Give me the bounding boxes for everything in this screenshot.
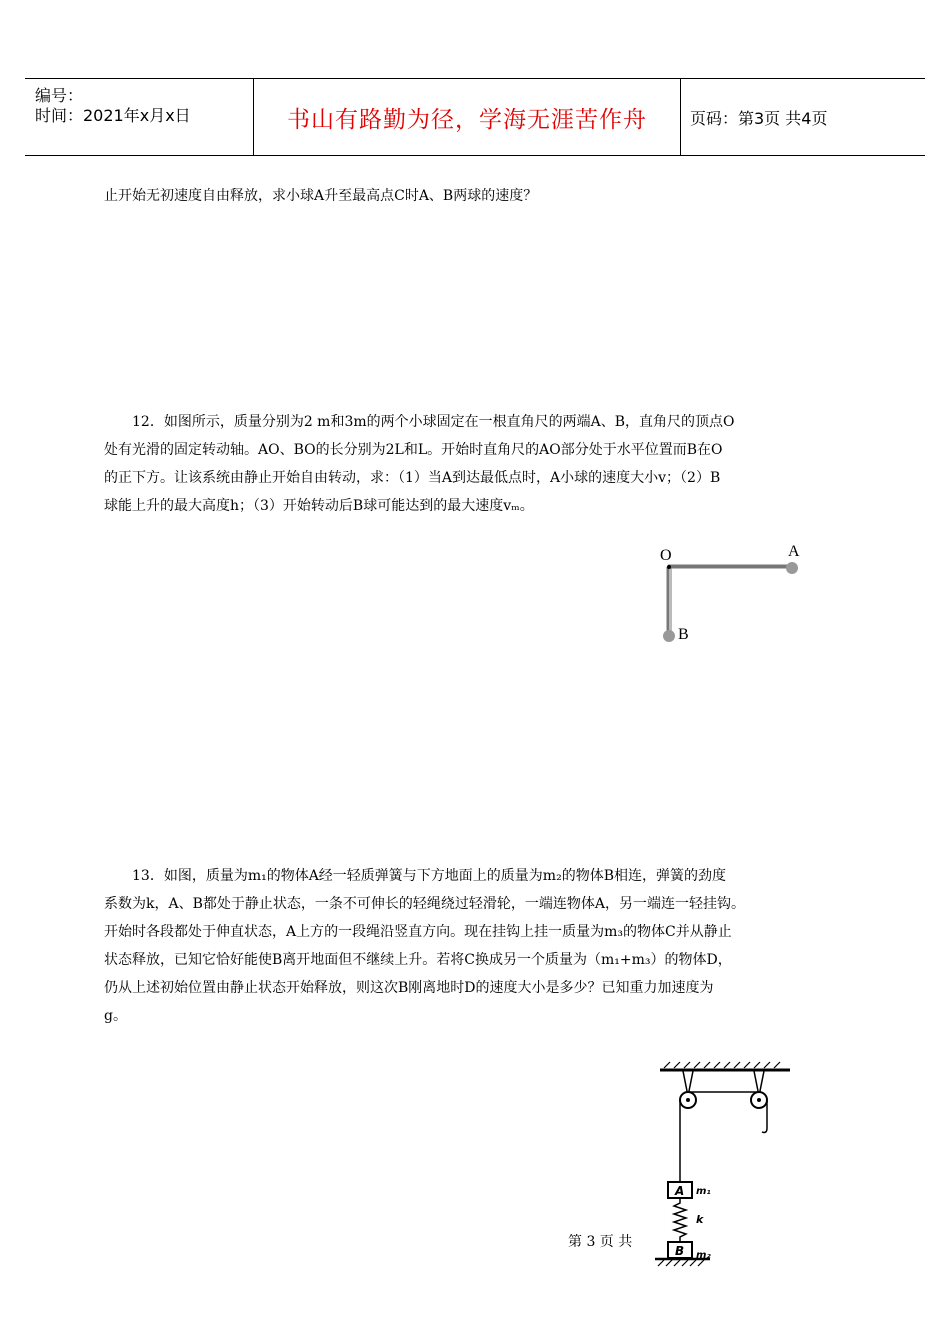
q13-figure [650, 1060, 795, 1280]
header-page-label: 页码：第3页 共4页 [690, 108, 828, 128]
header-meta [25, 79, 253, 155]
block-a-label: A [675, 1184, 685, 1198]
continuation-line: 止开始无初速度自由释放，求小球A升至最高点C时A、B两球的速度？ [104, 188, 538, 204]
q13-line-1: 13．如图，质量为m₁的物体A经一轻质弹簧与下方地面上的质量为m₂的物体B相连，弹簧的劲度 [132, 868, 726, 884]
q13-line-5: 仍从上述初始位置由静止状态开始释放，则这次B刚离地时D的速度大小是多少？已知重力加速度为 [104, 980, 714, 996]
ball-b [663, 630, 675, 642]
q12-figure [650, 535, 820, 655]
question-13 [104, 862, 854, 1030]
q12-line-4: 球能上升的最大高度h；（3）开始转动后B球可能达到的最大速度vₘ。 [104, 498, 534, 514]
q12-line-1: 12．如图所示，质量分别为2 m和3m的两个小球固定在一根直角尺的两端A、B，直角尺的顶点O [132, 414, 735, 430]
m1-label: m₁ [696, 1186, 711, 1197]
time-label: 时间：2021年x月x日 [35, 106, 191, 125]
pulley-right-axle [757, 1098, 761, 1102]
page-header [25, 78, 925, 156]
page-footer: 第 3 页 共 [568, 1234, 633, 1250]
number-label: 编号： [35, 86, 84, 105]
label-a: A [788, 543, 800, 560]
block-b-label: B [675, 1244, 685, 1258]
m2-label: m₂ [696, 1250, 711, 1261]
q13-line-2: 系数为k，A、B都处于静止状态，一条不可伸长的轻绳绕过轻滑轮，一端连物体A，另一端连一轻挂钩。 [104, 896, 745, 912]
ceiling-hatch [664, 1062, 780, 1068]
continuation-text [104, 182, 854, 210]
q12-line-2: 处有光滑的固定转动轴。AO、BO的长分别为2L和L。开始时直角尺的AO部分处于水平位置而B在O [104, 442, 723, 458]
q13-line-3: 开始时各段都处于伸直状态，A上方的一段绳沿竖直方向。现在挂钩上挂一质量为m₃的物体C并从静止 [104, 924, 732, 940]
label-o: O [660, 547, 672, 564]
pivot-o [667, 565, 671, 569]
label-b: B [678, 626, 689, 643]
header-motto: 书山有路勤为径，学海无涯苦作舟 [253, 79, 681, 155]
question-12 [104, 408, 854, 520]
hook [762, 1120, 767, 1133]
k-label: k [696, 1213, 704, 1226]
ball-a [786, 562, 798, 574]
spring [674, 1198, 686, 1242]
q13-line-6: g。 [104, 1008, 127, 1024]
pulley-left-axle [686, 1098, 690, 1102]
q12-line-3: 的正下方。让该系统由静止开始自由转动，求：（1）当A到达最低点时，A小球的速度大小v；（2）B [104, 470, 721, 486]
q13-line-4: 状态释放，已知它恰好能使B离开地面但不继续上升。若将C换成另一个质量为（m₁+m₃）的物体D， [104, 952, 732, 968]
